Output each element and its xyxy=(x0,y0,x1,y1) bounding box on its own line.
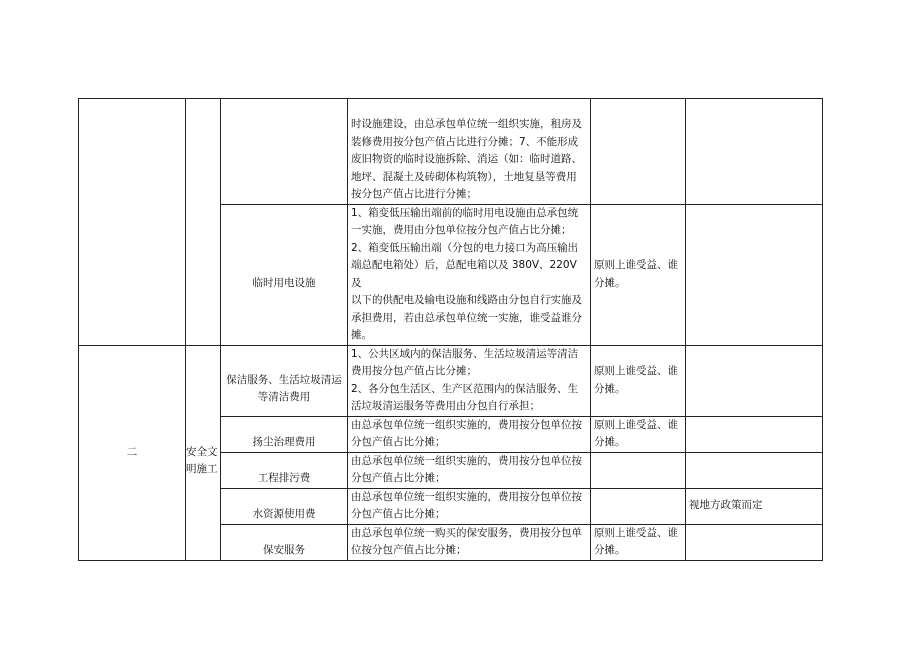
section-number: 二 xyxy=(126,445,138,458)
item-cell xyxy=(221,204,348,345)
content-cell xyxy=(348,524,591,560)
content-cell xyxy=(348,452,591,488)
remark-cell xyxy=(686,204,823,345)
principle-text: 原则上谁受益、谁 分摊。 xyxy=(594,526,678,556)
principle-cell xyxy=(591,99,686,205)
content-cell xyxy=(348,345,591,416)
content-cell xyxy=(348,488,591,524)
item-label: 临时用电设施 xyxy=(252,276,316,289)
section-category: 安全文 明施工 xyxy=(186,445,218,476)
principle-text: 原则上谁受益、谁 分摊。 xyxy=(594,365,678,395)
item-label: 保洁服务、生活垃圾清运 等清洁费用 xyxy=(226,373,342,404)
remark-cell xyxy=(686,416,823,452)
remark-text: 视地方政策而定 xyxy=(689,499,763,512)
principle-cell xyxy=(591,204,686,345)
category-cell xyxy=(186,345,221,560)
principle-cell xyxy=(591,345,686,416)
category-cell xyxy=(186,99,221,346)
content-text: 由总承包单位统一购买的保安服务，费用按分包单 位按分包产值占比分摊； xyxy=(351,526,582,556)
content-text: 由总承包单位统一组织实施的，费用按分包单位按 分包产值占比分摊； xyxy=(351,490,582,520)
item-label: 保安服务 xyxy=(263,544,305,556)
principle-cell xyxy=(591,488,686,524)
item-cell xyxy=(221,345,348,416)
seq-cell xyxy=(79,99,186,346)
item-cell xyxy=(221,452,348,488)
content-text: 时设施建设，由总承包单位统一组织实施，租房及 装修费用按分包产值占比进行分摊；7、不能形成 废旧物资的临时设施拆除、消运（如：临时道路、 地坪、混凝土及砖砌体构筑物），土地复垦等费用 按分包产值占比进行分摊； xyxy=(351,118,582,200)
cost-allocation-table xyxy=(78,98,823,561)
remark-cell xyxy=(686,452,823,488)
content-text: 由总承包单位统一组织实施的，费用按分包单位按 分包产值占比分摊； xyxy=(351,454,582,484)
seq-cell xyxy=(79,345,186,560)
content-cell xyxy=(348,99,591,205)
item-label: 扬尘治理费用 xyxy=(252,436,316,448)
item-label: 水资源使用费 xyxy=(252,508,316,520)
remark-cell xyxy=(686,99,823,205)
item-cell xyxy=(221,524,348,560)
principle-cell xyxy=(591,524,686,560)
remark-cell xyxy=(686,488,823,524)
principle-text: 原则上谁受益、谁 分摊。 xyxy=(594,418,678,448)
principle-cell xyxy=(591,452,686,488)
principle-cell xyxy=(591,416,686,452)
item-cell xyxy=(221,488,348,524)
item-cell xyxy=(221,416,348,452)
table-row xyxy=(79,345,823,416)
content-text: 1、公共区域内的保洁服务、生活垃圾清运等清洁 费用按分包产值占比分摊； 2、各分包生活区、生产区范围内的保洁服务、生 活垃圾清运服务等费用由分包自行承担； xyxy=(351,347,579,412)
content-text: 1、箱变低压输出端前的临时用电设施由总承包统 一实施，费用由分包单位按分包产值占比分摊； 2、箱变低压输出端（分包的电力接口为高压输出 端总配电箱处）后，总配电箱以及 380V、220V 及 以下的供配电及输电设施和线路由分包自行实施及 承担费用，若由总承包单位统一实施，谁受益谁分 摊。 xyxy=(351,206,582,341)
content-cell xyxy=(348,204,591,345)
principle-text: 原则上谁受益、谁 分摊。 xyxy=(594,259,678,289)
content-text: 由总承包单位统一组织实施的，费用按分包单位按 分包产值占比分摊； xyxy=(351,418,582,448)
remark-cell xyxy=(686,524,823,560)
item-label: 工程排污费 xyxy=(257,472,311,484)
remark-cell xyxy=(686,345,823,416)
item-cell xyxy=(221,99,348,205)
table-row xyxy=(79,99,823,205)
content-cell xyxy=(348,416,591,452)
